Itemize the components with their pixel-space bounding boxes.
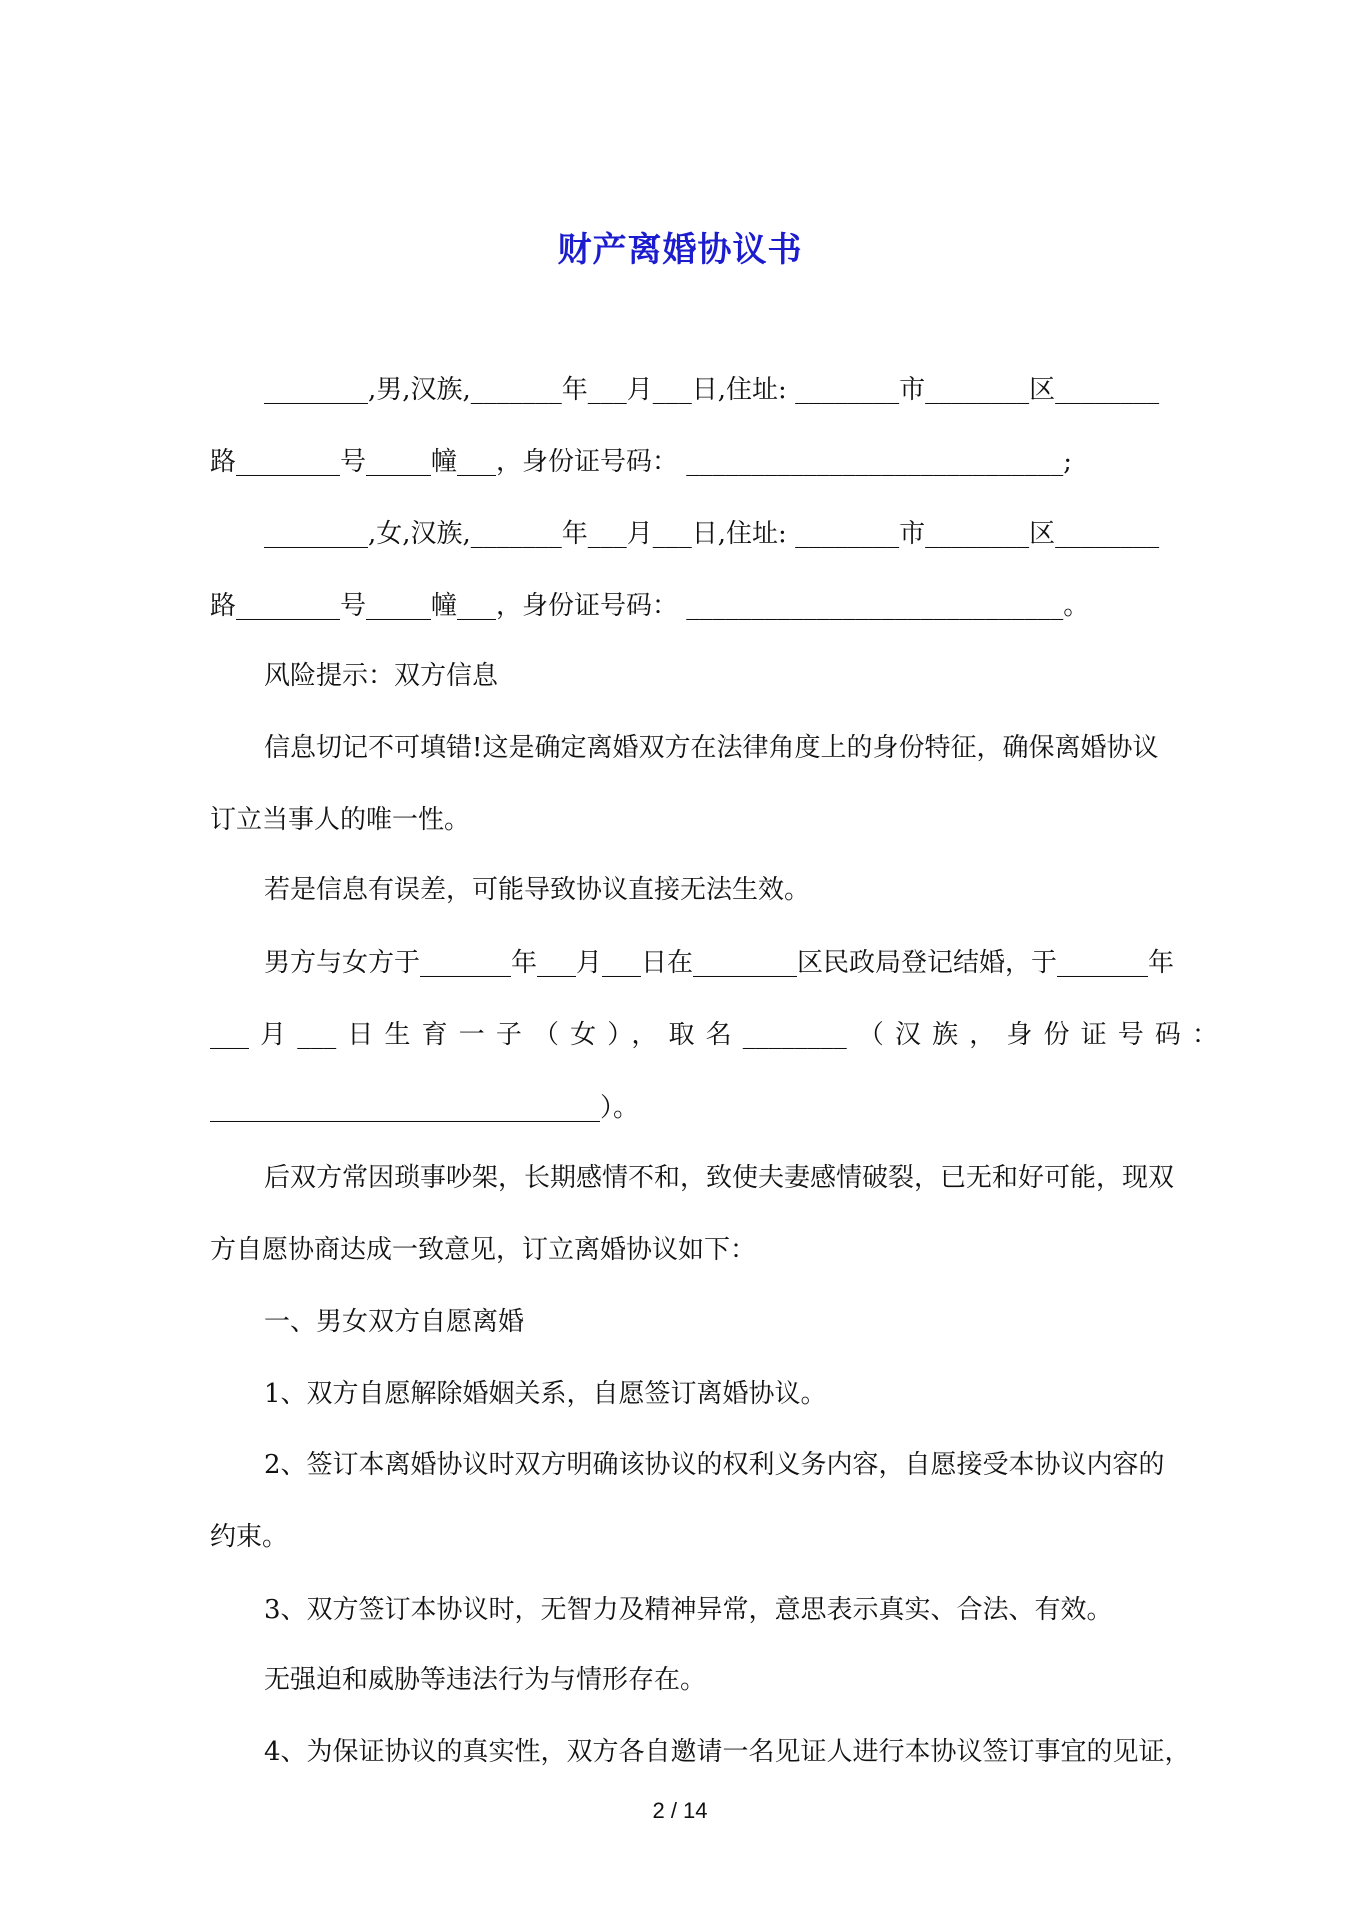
clause-1: 1、双方自愿解除婚姻关系，自愿签订离婚协议。 — [264, 1379, 827, 1409]
male-party-address-id-line: 路________号_____幢___，身份证号码： _____________________________; — [210, 447, 1073, 477]
marriage-info-line: 男方与女方于_______年___月___日在________区民政局登记结婚，于_______年 — [264, 948, 1175, 978]
clause-3: 3、双方签订本协议时，无智力及精神异常，意思表示真实、合法、有效。 — [264, 1595, 1113, 1625]
female-party-info-line: ________,女,汉族,_______年___月___日,住址: ________市________区________ — [264, 519, 1160, 549]
risk-notice-text-line: 若是信息有误差，可能导致协议直接无法生效。 — [264, 875, 811, 905]
risk-notice-heading: 风险提示：双方信息 — [264, 661, 499, 691]
clause-3-continued: 无强迫和威胁等违法行为与情形存在。 — [264, 1665, 707, 1695]
clause-2: 2、签订本离婚协议时双方明确该协议的权利义务内容，自愿接受本协议内容的 — [264, 1450, 1165, 1480]
background-text-line: 后双方常因琐事吵架，长期感情不和，致使夫妻感情破裂，已无和好可能，现双 — [264, 1163, 1175, 1193]
risk-notice-text-line: 订立当事人的唯一性。 — [210, 805, 471, 835]
page-number: 2 / 14 — [652, 1798, 708, 1823]
child-info-line: ___月___日生育一子（女），取名________（汉族，身份证号码： — [210, 1020, 1218, 1050]
section-heading: 一、男女双方自愿离婚 — [264, 1307, 525, 1337]
document-title: 财产离婚协议书 — [557, 230, 803, 270]
risk-notice-text-line: 信息切记不可填错!这是确定离婚双方在法律角度上的身份特征，确保离婚协议 — [264, 733, 1159, 763]
male-party-info-line: ________,男,汉族,_______年___月___日,住址: ________市________区________ — [264, 375, 1160, 405]
female-party-address-id-line: 路________号_____幢___，身份证号码： _____________________________。 — [210, 591, 1090, 621]
clause-2-continued: 约束。 — [210, 1522, 289, 1552]
clause-4: 4、为保证协议的真实性，双方各自邀请一名见证人进行本协议签订事宜的见证， — [264, 1737, 1191, 1767]
child-id-line: ______________________________）。 — [210, 1093, 640, 1123]
background-text-line: 方自愿协商达成一致意见，订立离婚协议如下： — [210, 1235, 757, 1265]
